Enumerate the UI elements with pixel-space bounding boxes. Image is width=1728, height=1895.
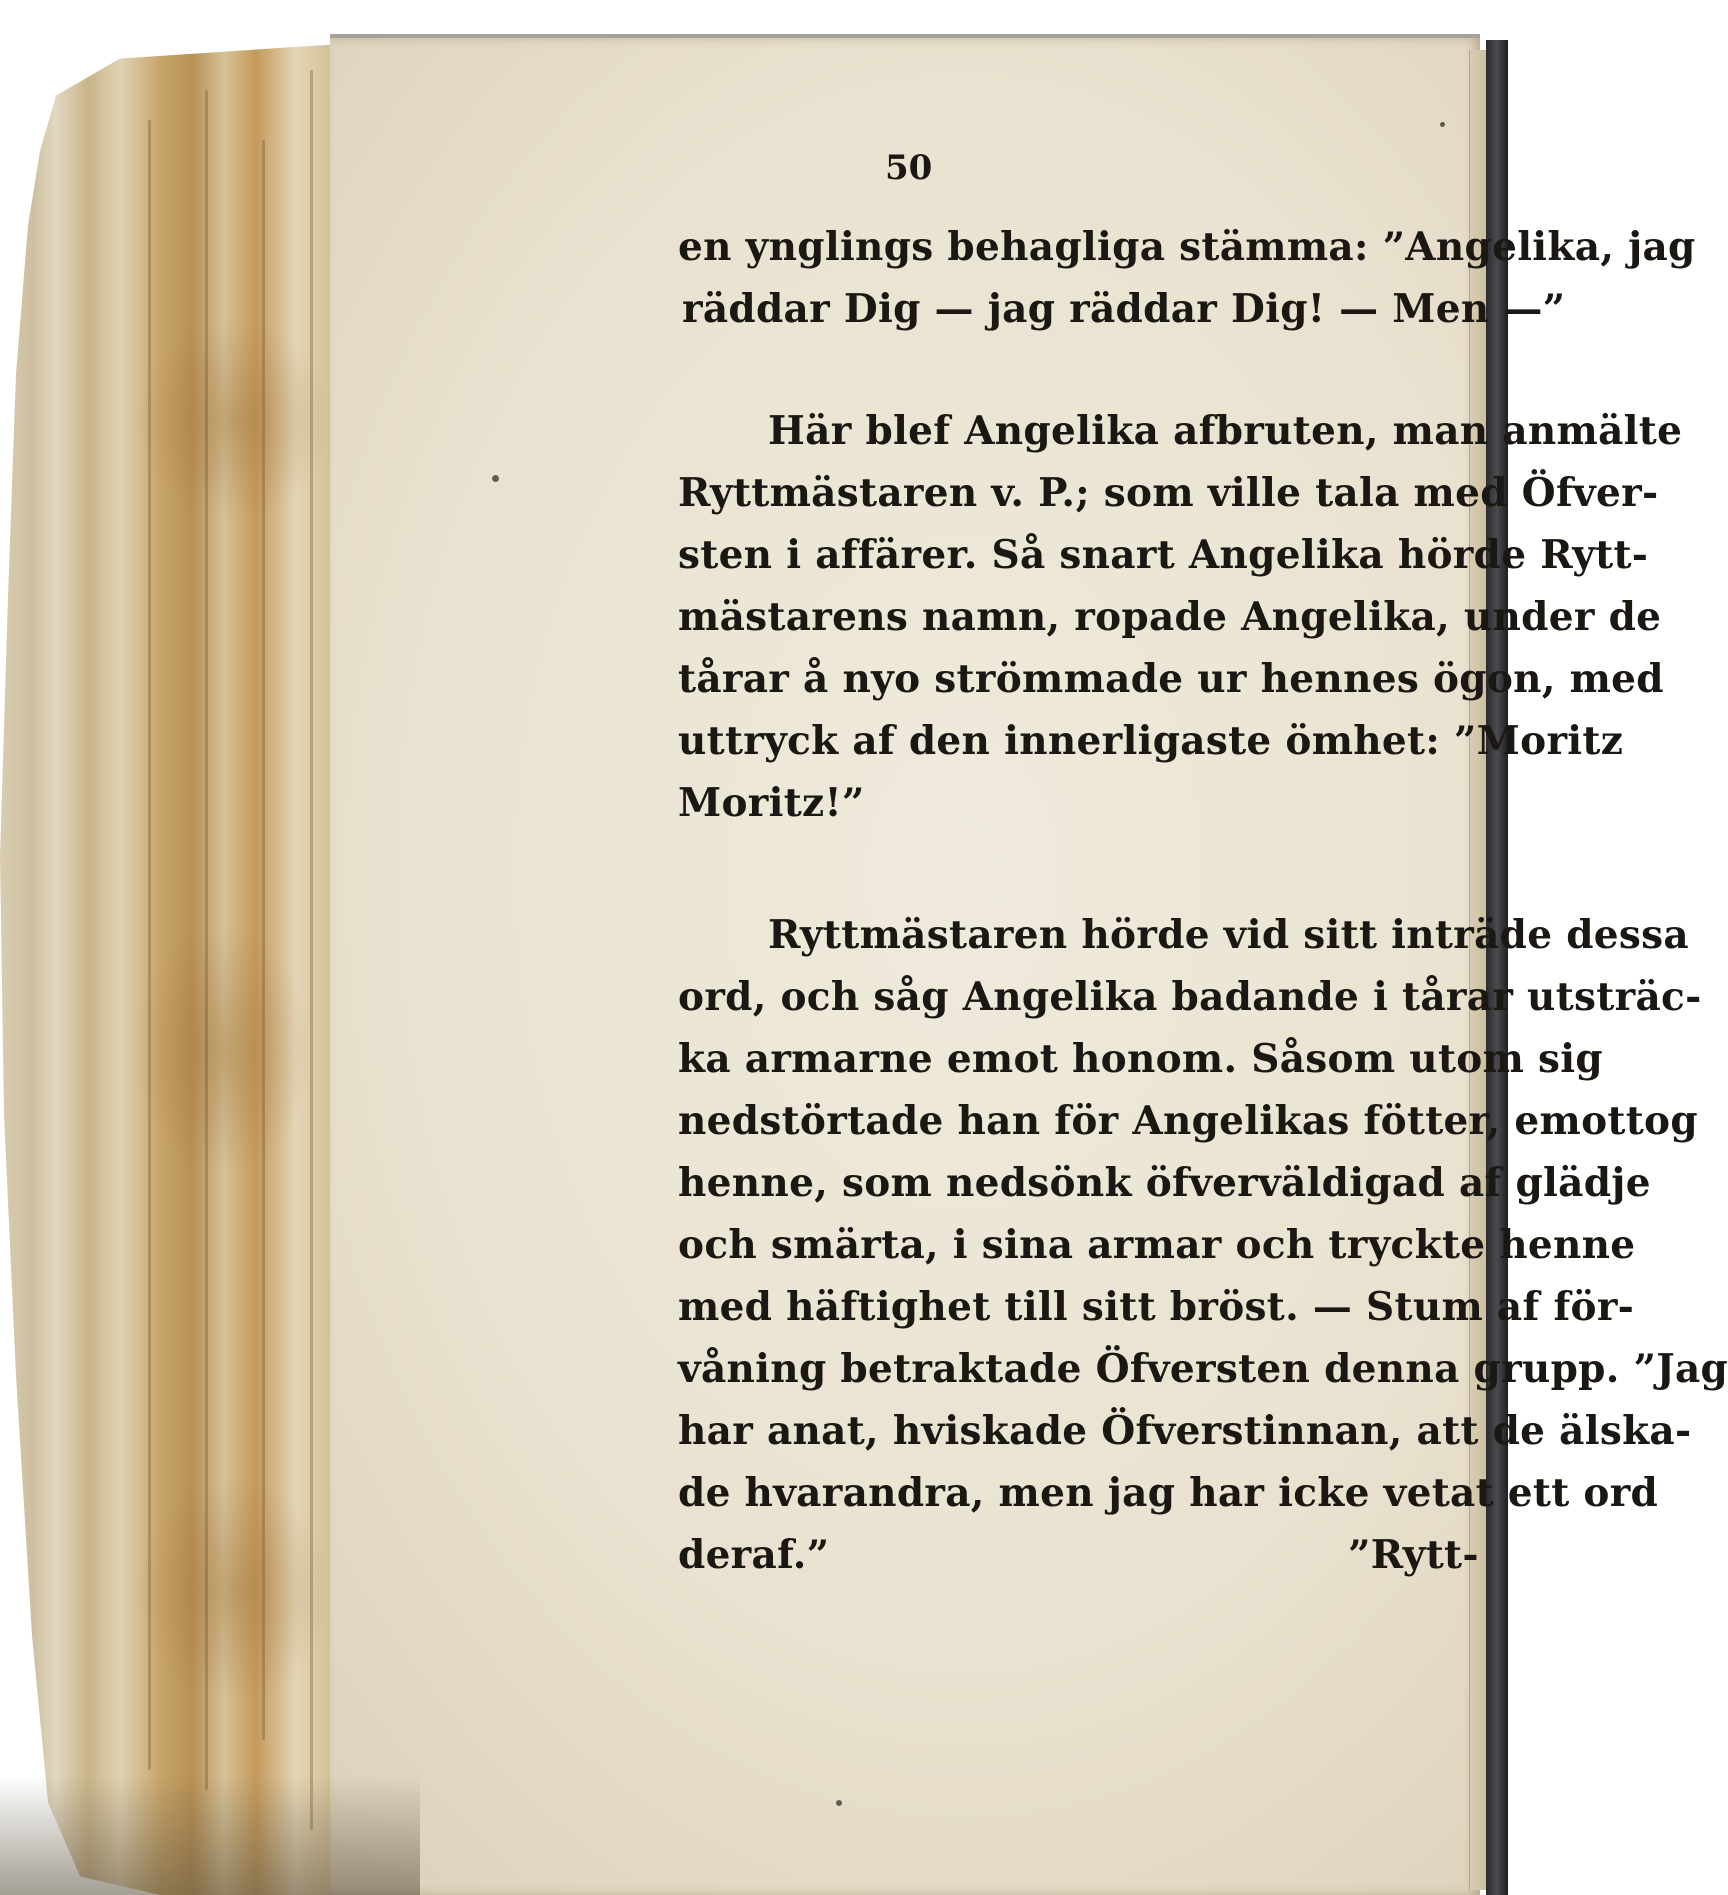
text-line: Ryttmästaren hörde vid sitt inträde dessa	[768, 912, 1689, 958]
text-line: Ryttmästaren v. P.; som ville tala med Öfver-	[678, 470, 1659, 516]
paper-fold	[148, 120, 151, 1770]
text-line: deraf.”	[678, 1532, 830, 1578]
bottom-shadow	[0, 1775, 420, 1895]
text-line: har anat, hviskade Öfverstinnan, att de älska-	[678, 1408, 1692, 1454]
text-line: tårar å nyo strömmade ur hennes ögon, med	[678, 656, 1664, 702]
text-line: Här blef Angelika afbruten, man anmälte	[768, 408, 1683, 454]
text-line: våning betraktade Öfversten denna grupp. ”Jag	[678, 1346, 1728, 1392]
paper-fold	[205, 90, 208, 1790]
ink-speck	[492, 475, 499, 482]
text-line: mästarens namn, ropade Angelika, under de	[678, 594, 1662, 640]
text-line: med häftighet till sitt bröst. — Stum af för-	[678, 1284, 1635, 1330]
text-line: ord, och såg Angelika badande i tårar utsträc-	[678, 974, 1702, 1020]
text-line: en ynglings behagliga stämma: ”Angelika, jag	[678, 224, 1696, 270]
paper-fold	[310, 70, 313, 1830]
text-line: Moritz!”	[678, 780, 865, 826]
text-line: sten i affärer. Så snart Angelika hörde Rytt-	[678, 532, 1649, 578]
page-number: 50	[885, 148, 933, 188]
text-line: de hvarandra, men jag har icke vetat ett ord	[678, 1470, 1659, 1516]
text-line: räddar Dig — jag räddar Dig! — Men —”	[682, 286, 1566, 332]
ink-speck	[1440, 122, 1445, 127]
text-line: henne, som nedsönk öfverväldigad af glädje	[678, 1160, 1651, 1206]
text-line: och smärta, i sina armar och tryckte henne	[678, 1222, 1636, 1268]
water-stain	[120, 60, 350, 1860]
text-line: ka armarne emot honom. Såsom utom sig	[678, 1036, 1603, 1082]
paper-fold	[262, 140, 265, 1740]
ink-speck	[836, 1800, 842, 1806]
catchword: ”Rytt-	[1348, 1532, 1479, 1578]
text-line: nedstörtade han för Angelikas fötter, emottog	[678, 1098, 1698, 1144]
text-line: uttryck af den innerligaste ömhet: ”Moritz	[678, 718, 1624, 764]
